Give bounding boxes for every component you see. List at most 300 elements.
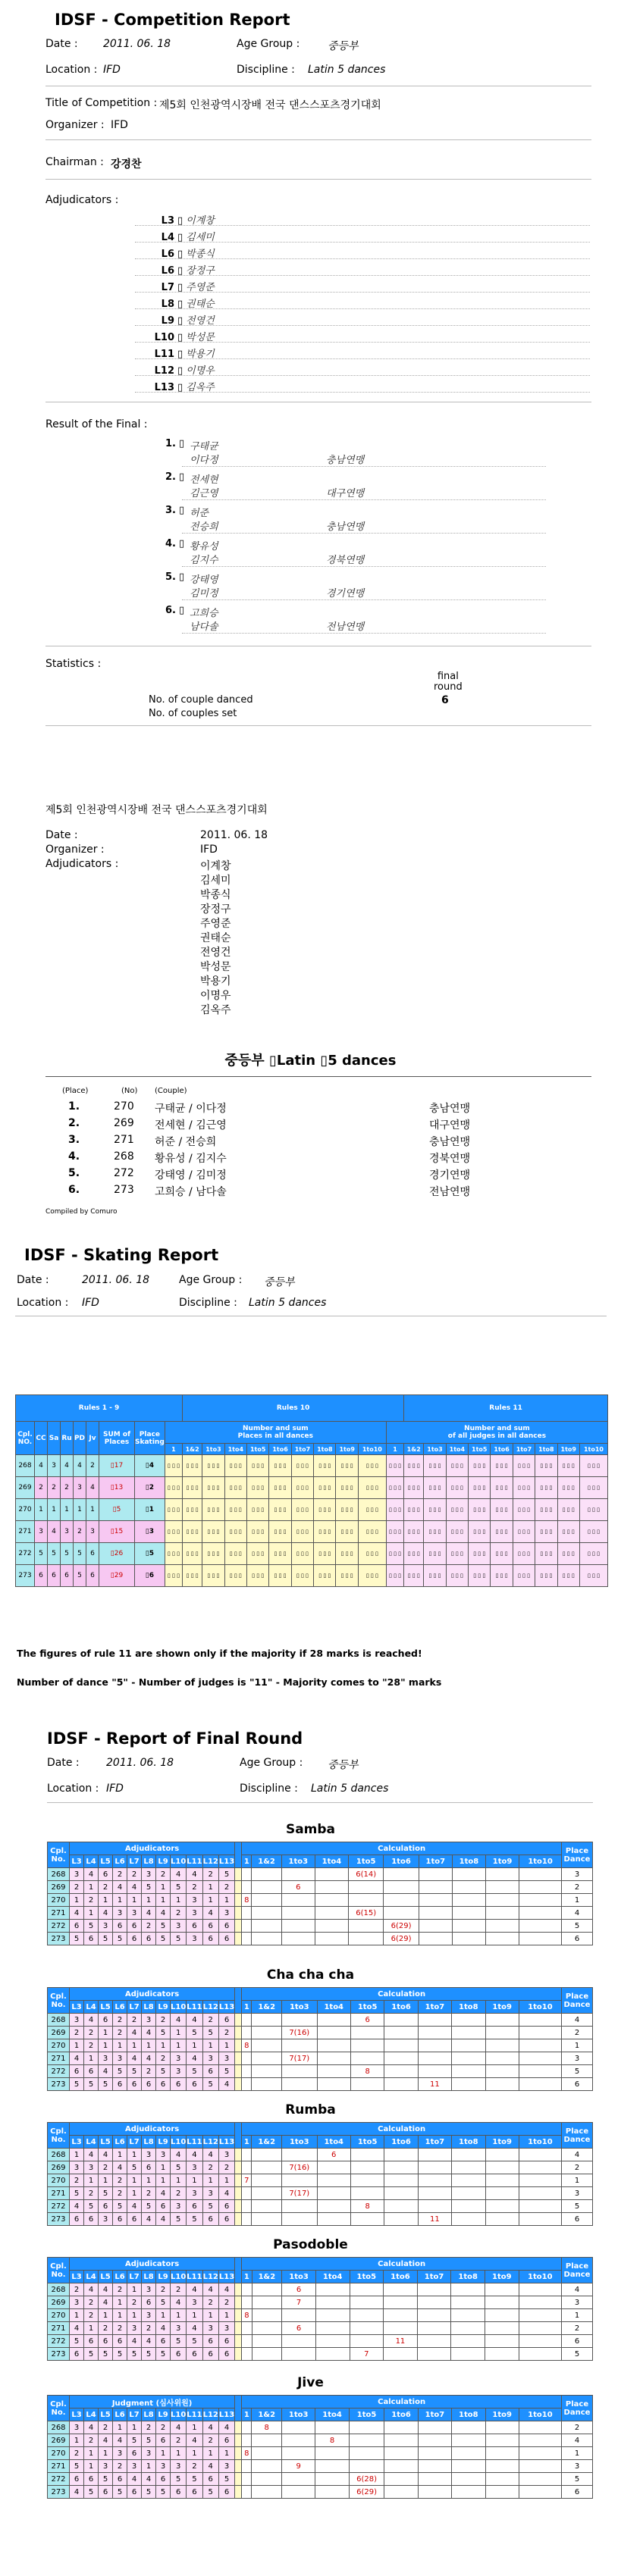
calc-cell — [252, 2434, 281, 2447]
calc-cell: 7 — [282, 2296, 316, 2309]
judge-mark: 2 — [127, 2014, 142, 2027]
rule10-cell: ▯ ▯ ▯ — [246, 1543, 268, 1565]
judge-mark: 6 — [218, 2200, 234, 2213]
calc-cell — [485, 2322, 519, 2335]
judge-mark: 1 — [70, 1894, 84, 1907]
box-glyph: ▯ — [179, 538, 185, 549]
place-dance: 4 — [562, 2149, 593, 2161]
judge-mark: 1 — [218, 2174, 234, 2187]
adjudicator-code: L6 — [161, 249, 174, 260]
judge-mark: 2 — [113, 2322, 127, 2335]
judge-mark: 6 — [127, 2447, 142, 2460]
dance-place: 3 — [48, 1455, 61, 1477]
calc-cell — [281, 1894, 315, 1907]
calc-cell — [350, 2039, 384, 2052]
dance-row — [48, 2309, 593, 2322]
cpl-no: 272 — [48, 2200, 70, 2213]
rule11-cell: ▯ ▯ ▯ — [446, 1565, 468, 1587]
header-judge: L3 — [70, 1855, 84, 1868]
rule10-cell: ▯ ▯ ▯ — [269, 1455, 291, 1477]
header-calc-col: 1to7 — [418, 2001, 451, 2014]
calc-cell — [519, 2200, 561, 2213]
dance-place: 6 — [48, 1565, 61, 1587]
judge-mark: 2 — [113, 2027, 127, 2039]
judge-mark: 6 — [70, 1920, 84, 1933]
header-calc-col: 1to5 — [349, 1855, 384, 1868]
place-dance: 2 — [562, 2027, 593, 2039]
calc-cell: 8 — [242, 2447, 252, 2460]
dance-place: 4 — [35, 1455, 48, 1477]
calc-cell — [486, 1868, 519, 1881]
spacer — [235, 1842, 242, 1868]
judge-mark: 5 — [142, 2434, 156, 2447]
header-r11-col: 1to7 — [513, 1444, 535, 1455]
result-club: 충남연맹 — [326, 521, 365, 533]
judge-mark: 5 — [171, 2335, 187, 2348]
judge-mark: 3 — [142, 2014, 156, 2027]
judge-mark: 3 — [84, 2161, 99, 2174]
calc-cell — [452, 2460, 485, 2473]
rule10-cell: ▯ ▯ ▯ — [165, 1499, 182, 1521]
spacer — [235, 1933, 242, 1945]
judge-mark: 4 — [127, 1881, 142, 1894]
comp-title: IDSF - Competition Report — [55, 11, 290, 29]
judge-mark: 1 — [218, 1894, 234, 1907]
judge-mark: 3 — [70, 1868, 84, 1881]
judge-mark: 4 — [70, 2486, 84, 2499]
judge-mark: 4 — [187, 1868, 202, 1881]
dance-row — [48, 2335, 593, 2348]
spacer — [235, 2200, 242, 2213]
judge-mark: 6 — [187, 2348, 202, 2361]
calc-cell — [317, 2065, 350, 2078]
calc-cell — [519, 2027, 561, 2039]
dance-table — [47, 1842, 593, 1945]
calc-cell — [317, 2014, 350, 2027]
calc-cell — [252, 2335, 282, 2348]
box-glyph: ▯ — [177, 282, 183, 293]
stat-danced: No. of couple danced — [149, 694, 253, 706]
header-judge: L9 — [156, 2271, 171, 2283]
fr-disc-label: Discipline : — [240, 1783, 298, 1795]
judge-mark: 4 — [127, 2335, 142, 2348]
header-calc-col: 1to9 — [485, 2271, 519, 2283]
judge-mark: 2 — [156, 2283, 171, 2296]
spacer — [235, 2486, 242, 2499]
cpl-no: 273 — [48, 2486, 70, 2499]
cpl-no: 270 — [16, 1499, 35, 1521]
rule11-cell: ▯ ▯ ▯ — [535, 1455, 557, 1477]
judge-mark: 5 — [156, 2296, 171, 2309]
header-adjudicators: Adjudicators — [70, 2123, 235, 2136]
cpl-no: 271 — [48, 1907, 70, 1920]
judge-mark: 5 — [70, 2335, 84, 2348]
dance-row — [48, 2027, 593, 2039]
header-judge: L6 — [113, 2271, 127, 2283]
judge-mark: 1 — [156, 2309, 171, 2322]
judge-mark: 3 — [202, 2052, 218, 2065]
judge-mark: 4 — [84, 2283, 99, 2296]
adjudicator-name: 김옥주 — [186, 382, 215, 393]
adjudicator-name: 이계창 — [186, 215, 215, 227]
header-cpl: Cpl. No. — [48, 1988, 70, 2014]
header-judge: L5 — [99, 2271, 113, 2283]
rule11-cell: ▯ ▯ ▯ — [513, 1565, 535, 1587]
place-dance: 1 — [562, 2039, 593, 2052]
judge-mark: 4 — [84, 1868, 99, 1881]
judge-mark: 1 — [99, 2447, 113, 2460]
rule10-cell: ▯ ▯ ▯ — [246, 1499, 268, 1521]
header-calc-col: 1to9 — [486, 1855, 519, 1868]
result-name-1: 허준 — [190, 508, 209, 519]
spacer — [235, 2473, 242, 2486]
calc-cell — [451, 2309, 485, 2322]
row-line — [135, 342, 590, 343]
judge-mark: 6 — [142, 2078, 156, 2091]
summary-date-label: Date : — [45, 829, 78, 841]
judge-mark: 4 — [156, 2322, 171, 2335]
judge-mark: 1 — [142, 2039, 156, 2052]
calc-cell — [417, 2296, 451, 2309]
calc-cell — [252, 2149, 281, 2161]
calc-cell — [242, 2421, 252, 2434]
calc-cell — [485, 2052, 519, 2065]
calc-cell — [317, 2161, 350, 2174]
judge-mark: 1 — [202, 1881, 218, 1894]
header-judge: L10 — [171, 2409, 187, 2421]
judge-mark: 5 — [156, 2065, 171, 2078]
judge-mark: 3 — [142, 2309, 156, 2322]
spacer — [235, 1907, 242, 1920]
calc-cell — [384, 2149, 418, 2161]
calc-cell — [242, 2014, 252, 2027]
summary-adjudicator: 이계창 — [200, 860, 231, 872]
cpl-no: 273 — [48, 2078, 70, 2091]
rule10-cell: ▯ ▯ ▯ — [183, 1455, 202, 1477]
fr-age-label: Age Group : — [240, 1757, 303, 1769]
judge-mark: 4 — [70, 2200, 84, 2213]
calc-cell — [519, 2283, 561, 2296]
calc-cell: 6 — [281, 1881, 315, 1894]
calc-cell — [282, 2309, 316, 2322]
judge-mark: 6 — [84, 2335, 99, 2348]
cpl-no: 273 — [16, 1565, 35, 1587]
header-cpl: Cpl. No. — [48, 1842, 70, 1868]
calc-cell — [519, 2065, 561, 2078]
spacer — [235, 2014, 242, 2027]
cpl-no: 268 — [48, 2149, 70, 2161]
judge-mark: 5 — [156, 2486, 171, 2499]
calc-cell — [452, 2149, 485, 2161]
rule11-cell: ▯ ▯ ▯ — [404, 1565, 424, 1587]
judge-mark: 5 — [142, 2486, 156, 2499]
result-label: Result of the Final : — [45, 418, 148, 430]
judge-mark: 4 — [202, 1907, 218, 1920]
calc-cell — [418, 2447, 451, 2460]
header-calc-col: 1&2 — [252, 2271, 282, 2283]
rule10-cell: ▯ ▯ ▯ — [224, 1455, 246, 1477]
calc-cell — [452, 2421, 485, 2434]
row-line — [135, 258, 590, 259]
adjudicator-code: L12 — [154, 365, 174, 377]
judge-mark: 6 — [70, 2348, 84, 2361]
header-calculation: Calculation — [242, 2258, 562, 2271]
fr-loc: IFD — [106, 1783, 124, 1795]
judge-mark: 6 — [187, 2078, 202, 2091]
calc-cell — [281, 2213, 317, 2226]
calc-cell — [384, 2296, 418, 2309]
calc-cell — [384, 1907, 419, 1920]
calc-cell: 6(29) — [384, 1920, 419, 1933]
judge-mark: 6 — [127, 2078, 142, 2091]
calc-cell — [281, 2065, 317, 2078]
summary-couple: 구태균 / 이다정 — [155, 1103, 227, 1115]
calc-cell — [452, 2027, 485, 2039]
header-calc-col: 1&2 — [252, 2001, 281, 2014]
summary-couple: 전세현 / 김근영 — [155, 1119, 227, 1131]
judge-mark: 4 — [187, 2014, 202, 2027]
result-name-2: 김지수 — [190, 555, 218, 566]
result-row — [152, 538, 576, 568]
calc-cell: 11 — [418, 2213, 451, 2226]
judge-mark: 1 — [99, 2309, 113, 2322]
calc-cell — [485, 2460, 519, 2473]
skating-row — [16, 1543, 608, 1565]
calc-cell — [486, 1933, 519, 1945]
header-judge: L5 — [99, 2001, 113, 2014]
rule10-cell: ▯ ▯ ▯ — [358, 1565, 386, 1587]
judge-mark: 2 — [218, 1881, 234, 1894]
judge-mark: 1 — [187, 2174, 202, 2187]
calc-cell — [281, 1868, 315, 1881]
calc-cell — [452, 2200, 485, 2213]
dance-place: 6 — [86, 1543, 99, 1565]
judge-mark: 4 — [187, 2052, 202, 2065]
header-calc-col: 1to7 — [417, 2271, 451, 2283]
header-dance: Sa — [48, 1422, 61, 1455]
header-sum: SUM of Places — [99, 1422, 135, 1455]
dance-row — [48, 1907, 593, 1920]
header-r11-col: 1to6 — [491, 1444, 513, 1455]
header-calc-col: 1to10 — [519, 2136, 561, 2149]
calc-cell — [252, 2039, 281, 2052]
calc-cell: 7 — [350, 2348, 384, 2361]
calc-cell: 6 — [317, 2149, 350, 2161]
judge-mark: 2 — [70, 2447, 84, 2460]
judge-mark: 5 — [202, 2027, 218, 2039]
judge-mark: 4 — [127, 2200, 142, 2213]
judge-mark: 6 — [113, 2078, 127, 2091]
rule11-cell: ▯ ▯ ▯ — [535, 1499, 557, 1521]
judge-mark: 4 — [70, 2052, 84, 2065]
header-calc-col: 1to8 — [452, 2001, 485, 2014]
judge-mark: 4 — [84, 2014, 99, 2027]
rule10-cell: ▯ ▯ ▯ — [202, 1477, 224, 1499]
calc-cell — [252, 2486, 281, 2499]
judge-mark: 2 — [84, 2296, 99, 2309]
judge-mark: 3 — [187, 2187, 202, 2200]
calc-cell — [417, 2348, 451, 2361]
judge-mark: 6 — [113, 2473, 127, 2486]
judge-mark: 6 — [218, 1933, 234, 1945]
summary-no: 271 — [114, 1134, 134, 1146]
divider — [47, 1802, 593, 1803]
spacer — [235, 2027, 242, 2039]
rule10-cell: ▯ ▯ ▯ — [336, 1543, 358, 1565]
header-calc-col: 1to8 — [451, 2271, 485, 2283]
judge-mark: 1 — [156, 1894, 171, 1907]
header-judge: L4 — [84, 2001, 99, 2014]
header-judge: L3 — [70, 2136, 84, 2149]
calc-cell — [315, 2447, 349, 2460]
judge-mark: 4 — [142, 1907, 156, 1920]
calc-cell — [252, 2322, 282, 2335]
judge-mark: 4 — [218, 2283, 234, 2296]
judge-mark: 3 — [113, 2052, 127, 2065]
judge-mark: 4 — [171, 1868, 187, 1881]
judge-mark: 4 — [202, 2149, 218, 2161]
judge-mark: 1 — [127, 2174, 142, 2187]
rule11-cell: ▯ ▯ ▯ — [491, 1455, 513, 1477]
calc-cell — [519, 2473, 561, 2486]
calc-cell — [519, 1894, 562, 1907]
header-calc-col: 1to4 — [315, 1855, 348, 1868]
rule11-cell: ▯ ▯ ▯ — [446, 1499, 468, 1521]
rule11-cell: ▯ ▯ ▯ — [535, 1565, 557, 1587]
judge-mark: 5 — [127, 2065, 142, 2078]
calc-cell — [384, 2065, 418, 2078]
calc-cell: 6(28) — [349, 2473, 384, 2486]
judge-mark: 2 — [113, 2174, 127, 2187]
row-line — [135, 358, 590, 359]
cpl-no: 268 — [48, 2014, 70, 2027]
calc-cell — [384, 2187, 418, 2200]
header-judge: L8 — [142, 2136, 156, 2149]
judge-mark: 6 — [142, 2296, 156, 2309]
calc-cell: 6(15) — [349, 1907, 384, 1920]
judge-mark: 3 — [99, 1920, 113, 1933]
toc-value: 제5회 인천광역시장배 전국 댄스스포츠경기대회 — [159, 99, 381, 111]
header-calc-col: 1to10 — [519, 2271, 561, 2283]
cpl-no: 270 — [48, 2447, 70, 2460]
judge-mark: 3 — [187, 1907, 202, 1920]
rule10-cell: ▯ ▯ ▯ — [269, 1521, 291, 1543]
calc-cell — [519, 1933, 562, 1945]
calc-cell — [519, 2296, 561, 2309]
calc-cell — [317, 2039, 350, 2052]
judge-mark: 4 — [84, 2421, 99, 2434]
place-dance: 6 — [562, 2213, 593, 2226]
rule11-cell: ▯ ▯ ▯ — [386, 1565, 403, 1587]
place-dance: 5 — [562, 2200, 593, 2213]
calc-cell — [384, 2486, 418, 2499]
dance-place: 6 — [86, 1565, 99, 1587]
rule11-cell: ▯ ▯ ▯ — [469, 1521, 491, 1543]
result-place: 1. — [165, 438, 176, 449]
calc-cell — [317, 2200, 350, 2213]
calc-cell — [485, 2473, 519, 2486]
calc-cell: 8 — [252, 2421, 281, 2434]
judge-mark: 1 — [156, 2039, 171, 2052]
judge-mark: 6 — [218, 2486, 234, 2499]
judge-mark: 4 — [127, 2473, 142, 2486]
comp-disc: Latin 5 dances — [308, 64, 386, 76]
calc-cell — [519, 2447, 561, 2460]
judge-mark: 5 — [113, 2200, 127, 2213]
judge-mark: 6 — [142, 2161, 156, 2174]
calc-cell — [486, 1894, 519, 1907]
rule10-cell: ▯ ▯ ▯ — [224, 1521, 246, 1543]
cpl-no: 268 — [48, 1868, 70, 1881]
judge-mark: 2 — [156, 2014, 171, 2027]
calc-cell — [317, 2174, 350, 2187]
cpl-no: 268 — [48, 2421, 70, 2434]
calc-cell — [418, 2187, 451, 2200]
result-place: 6. — [165, 605, 176, 616]
header-rules-11: Rules 11 — [404, 1395, 608, 1422]
row-line — [135, 375, 590, 376]
spacer — [235, 2434, 242, 2447]
dance-row — [48, 2014, 593, 2027]
header-r11-col: 1to4 — [446, 1444, 468, 1455]
header-calc-col: 1to5 — [349, 2409, 384, 2421]
toc-label: Title of Competition : — [45, 97, 158, 109]
rule11-cell: ▯ ▯ ▯ — [557, 1477, 579, 1499]
rule10-cell: ▯ ▯ ▯ — [269, 1543, 291, 1565]
comp-date: 2011. 06. 18 — [103, 38, 171, 50]
header-rules-1-9: Rules 1 - 9 — [16, 1395, 183, 1422]
header-calc-col: 1 — [242, 2136, 252, 2149]
calc-cell — [315, 2309, 350, 2322]
comp-loc-label: Location : — [45, 64, 98, 76]
spacer — [235, 2258, 242, 2283]
calc-cell — [242, 2296, 252, 2309]
rule11-cell: ▯ ▯ ▯ — [446, 1477, 468, 1499]
judge-mark: 3 — [187, 1933, 202, 1945]
rule10-cell: ▯ ▯ ▯ — [183, 1565, 202, 1587]
header-place-skating: Place Skating — [135, 1422, 165, 1455]
judge-mark: 3 — [171, 2322, 187, 2335]
spacer — [235, 2039, 242, 2052]
dance-place: 2 — [48, 1477, 61, 1499]
comp-loc: IFD — [103, 64, 121, 76]
dance-name: Jive — [297, 2375, 324, 2390]
judge-mark: 1 — [187, 2039, 202, 2052]
rule11-cell: ▯ ▯ ▯ — [491, 1543, 513, 1565]
judge-mark: 5 — [187, 2473, 202, 2486]
calc-cell — [485, 2039, 519, 2052]
calc-cell — [252, 2460, 281, 2473]
calc-cell: 7(16) — [281, 2161, 317, 2174]
dance-place: 5 — [35, 1543, 48, 1565]
calc-cell — [317, 2187, 350, 2200]
calc-cell — [485, 2213, 519, 2226]
judge-mark: 5 — [113, 2348, 127, 2361]
judge-mark: 4 — [99, 2434, 113, 2447]
judge-mark: 6 — [218, 1920, 234, 1933]
dance-place: 2 — [86, 1455, 99, 1477]
header-judge: L11 — [187, 2271, 202, 2283]
header-calc-col: 1to5 — [350, 2136, 384, 2149]
judge-mark: 4 — [171, 2149, 187, 2161]
summary-adjudicator: 주영준 — [200, 918, 231, 930]
calc-cell — [384, 2078, 418, 2091]
calc-cell — [384, 2309, 418, 2322]
header-judge: L9 — [156, 2001, 171, 2014]
judge-mark: 5 — [99, 1933, 113, 1945]
calc-cell — [452, 2052, 485, 2065]
judge-mark: 1 — [84, 2174, 99, 2187]
